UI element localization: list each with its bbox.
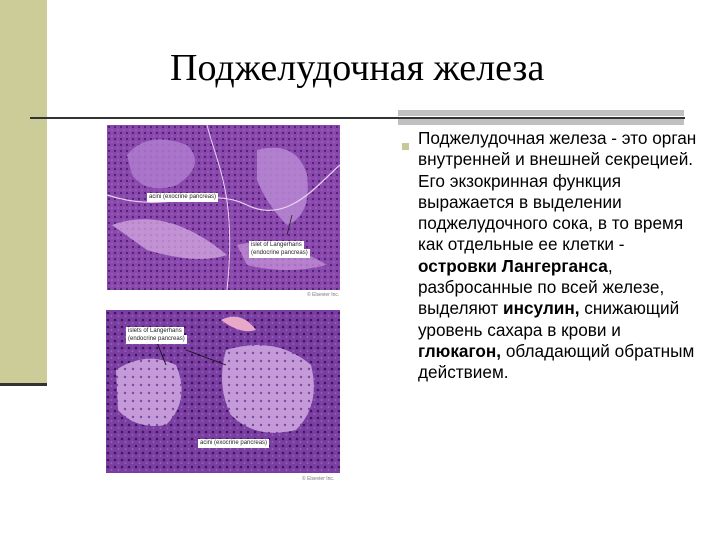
- title-gray-rule: [398, 110, 684, 116]
- credit-bottom: © Elsevier Inc.: [302, 476, 335, 482]
- bullet-marker: [402, 143, 409, 150]
- decorative-sidebar: [0, 0, 47, 385]
- label-islet-line2: (endocrine pancreas): [251, 250, 308, 256]
- micrograph-bottom: [106, 310, 340, 485]
- body-text-part3: снижающий уровень сахара в крови и: [418, 298, 680, 340]
- body-text-part1: Поджелудочная железа - это орган внутренней и внешней секрецией. Его экзокринная функция выражается в выделении поджелудочного сока, в то время как отдельные ее клетки -: [418, 128, 697, 255]
- body-text-part2: , разбросанные по всей железе, выделяют: [418, 255, 665, 319]
- label-acini: acini (exocrine pancreas): [149, 194, 217, 200]
- title-rule: [30, 117, 685, 119]
- label-islets-line1: islets of Langerhans: [128, 328, 182, 334]
- term-glucagon: глюкагон,: [418, 340, 502, 361]
- micrograph-top-image: [107, 125, 340, 300]
- micrograph-top: [107, 125, 340, 300]
- credit-top: © Elsevier Inc.: [307, 292, 340, 298]
- term-islets: островки Лангерганса: [418, 255, 608, 276]
- label-islet-line1: islet of Langerhans: [251, 242, 302, 248]
- body-paragraph: [418, 128, 698, 384]
- body-text-part4: обладающий обратным действием.: [418, 340, 695, 383]
- label-acini-bottom: acini (exocrine pancreas): [200, 440, 268, 446]
- title-gray-rule-2: [398, 119, 684, 125]
- sidebar-divider: [0, 383, 47, 386]
- label-islets-line2: (endocrine pancreas): [128, 336, 185, 342]
- term-insulin: инсулин,: [503, 298, 580, 319]
- slide-title: Поджелудочная железа: [170, 47, 545, 89]
